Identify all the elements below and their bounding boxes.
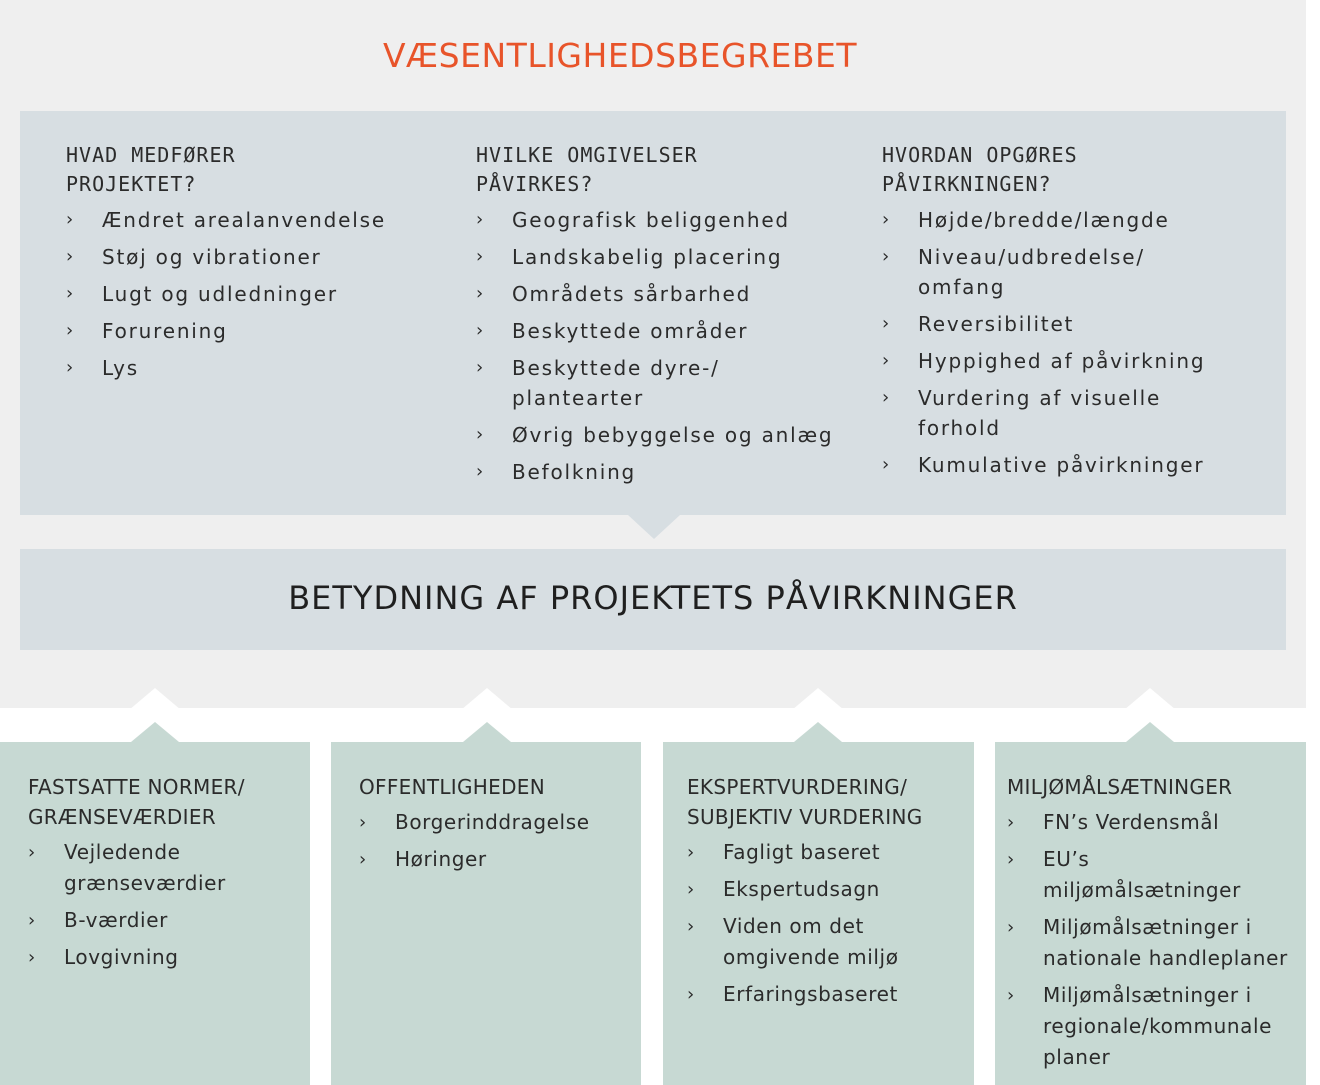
list-item-label: Landskabelig placering (512, 245, 783, 269)
list-item (66, 279, 386, 309)
chevron-right-icon: › (1007, 849, 1015, 870)
chevron-right-icon: › (66, 357, 74, 378)
list-item (28, 942, 306, 973)
bottom-panel-goals (995, 742, 1306, 1085)
chevron-right-icon: › (66, 246, 74, 267)
chevron-right-icon: › (476, 320, 484, 341)
pointer-arrow-down (628, 515, 680, 539)
pointer-arrow-up (129, 688, 181, 710)
list-item (687, 837, 970, 868)
list-item-label: Ændret arealanvendelse (102, 208, 386, 232)
list-item (476, 242, 833, 272)
chevron-right-icon: › (66, 320, 74, 341)
chevron-right-icon: › (476, 283, 484, 304)
column-heading: FASTSATTE NORMER/ GRÆNSEVÆRDIER (28, 775, 245, 829)
list-item-label: Viden om det omgivende miljø (723, 914, 899, 969)
pointer-arrow-up (792, 688, 844, 710)
list-item-label: Lys (102, 356, 139, 380)
list-item (1007, 912, 1305, 974)
list-item (359, 844, 637, 875)
list-item (1007, 807, 1305, 838)
list-item (882, 383, 1205, 443)
chevron-right-icon: › (28, 842, 36, 863)
list-item-label: Geografisk beliggenhed (512, 208, 790, 232)
chevron-right-icon: › (66, 209, 74, 230)
bottom-panel-norms (0, 742, 310, 1085)
list-item (359, 807, 637, 838)
item-list (882, 205, 1205, 480)
list-item-label: Ekspertudsagn (723, 877, 880, 901)
list-item (66, 353, 386, 383)
chevron-right-icon: › (28, 947, 36, 968)
list-item-label: Befolkning (512, 460, 637, 484)
list-item-label: Lugt og udledninger (102, 282, 338, 306)
list-item (882, 346, 1205, 376)
list-item-label: B-værdier (64, 908, 168, 932)
chevron-right-icon: › (359, 812, 367, 833)
list-item-label: Kumulative påvirkninger (918, 453, 1205, 477)
list-item-label: Borgerinddragelse (395, 810, 590, 834)
list-item-label: Erfaringsbaseret (723, 982, 898, 1006)
chevron-right-icon: › (1007, 917, 1015, 938)
chevron-right-icon: › (476, 424, 484, 445)
middle-panel (20, 549, 1286, 650)
chevron-right-icon: › (687, 879, 695, 900)
chevron-right-icon: › (476, 246, 484, 267)
list-item-label: Øvrig bebyggelse og anlæg (512, 423, 834, 447)
column-heading: OFFENTLIGHEDEN (359, 775, 545, 799)
top-column-surroundings (476, 141, 833, 494)
chevron-right-icon: › (476, 461, 484, 482)
pointer-arrow-up (463, 722, 511, 742)
list-item (882, 309, 1205, 339)
item-list (687, 837, 970, 1010)
list-item (476, 420, 833, 450)
chevron-right-icon: › (476, 209, 484, 230)
chevron-right-icon: › (476, 357, 484, 378)
column-heading: EKSPERTVURDERING/ SUBJEKTIV VURDERING (687, 775, 923, 829)
chevron-right-icon: › (882, 454, 890, 475)
list-item-label: Forurening (102, 319, 228, 343)
list-item-label: Højde/bredde/længde (918, 208, 1170, 232)
list-item (882, 242, 1205, 302)
chevron-right-icon: › (687, 916, 695, 937)
list-item-label: FN’s Verdensmål (1043, 810, 1220, 834)
list-item (882, 205, 1205, 235)
list-item-label: Reversibilitet (918, 312, 1075, 336)
pointer-arrow-up (461, 688, 513, 710)
chevron-right-icon: › (882, 209, 890, 230)
chevron-right-icon: › (882, 313, 890, 334)
list-item (66, 205, 386, 235)
chevron-right-icon: › (687, 984, 695, 1005)
column-heading: HVAD MEDFØRER PROJEKTET? (66, 143, 236, 196)
list-item (476, 316, 833, 346)
chevron-right-icon: › (1007, 985, 1015, 1006)
chevron-right-icon: › (359, 849, 367, 870)
list-item-label: Lovgivning (64, 945, 179, 969)
list-item (687, 979, 970, 1010)
pointer-arrow-up (1124, 688, 1176, 710)
list-item (882, 450, 1205, 480)
list-item (1007, 844, 1305, 906)
chevron-right-icon: › (882, 387, 890, 408)
item-list (66, 205, 386, 383)
middle-title: BETYDNING AF PROJEKTETS PÅVIRKNINGER (288, 579, 1018, 617)
list-item-label: EU’s miljømålsætninger (1043, 847, 1241, 902)
pointer-arrow-up (794, 722, 842, 742)
bottom-panel-public (331, 742, 641, 1085)
chevron-right-icon: › (1007, 812, 1015, 833)
bottom-panel-expert (663, 742, 974, 1085)
list-item-label: Vejledende grænseværdier (64, 840, 226, 895)
list-item-label: Støj og vibrationer (102, 245, 322, 269)
diagram-title: VÆSENTLIGHEDSBEGREBET (382, 36, 858, 75)
list-item (476, 353, 833, 413)
chevron-right-icon: › (882, 350, 890, 371)
list-item-label: Niveau/udbredelse/ omfang (918, 245, 1145, 299)
column-heading: HVILKE OMGIVELSER PÅVIRKES? (476, 143, 698, 196)
item-list (28, 837, 306, 973)
list-item (476, 279, 833, 309)
list-item (687, 874, 970, 905)
list-item-label: Hyppighed af påvirkning (918, 349, 1206, 373)
list-item-label: Miljømålsætninger i regionale/kommunale planer (1043, 983, 1273, 1069)
list-item (66, 242, 386, 272)
top-column-project (66, 141, 386, 390)
list-item (476, 205, 833, 235)
column-heading: HVORDAN OPGØRES PÅVIRKNINGEN? (882, 143, 1078, 196)
item-list (359, 807, 637, 875)
list-item-label: Beskyttede dyre-/ plantearter (512, 356, 720, 410)
top-column-assessment (882, 141, 1205, 487)
list-item (28, 837, 306, 899)
pointer-arrow-up (131, 722, 179, 742)
item-list (476, 205, 833, 487)
chevron-right-icon: › (66, 283, 74, 304)
list-item-label: Beskyttede områder (512, 319, 749, 343)
list-item (28, 905, 306, 936)
chevron-right-icon: › (687, 842, 695, 863)
list-item-label: Fagligt baseret (723, 840, 881, 864)
list-item (687, 911, 970, 973)
list-item (1007, 980, 1305, 1073)
list-item-label: Vurdering af visuelle forhold (918, 386, 1162, 440)
list-item-label: Høringer (395, 847, 487, 871)
column-heading: MILJØMÅLSÆTNINGER (1007, 775, 1233, 799)
list-item-label: Områdets sårbarhed (512, 282, 752, 306)
list-item (476, 457, 833, 487)
item-list (1007, 807, 1305, 1073)
list-item (66, 316, 386, 346)
list-item-label: Miljømålsætninger i nationale handleplaner (1043, 915, 1288, 970)
chevron-right-icon: › (882, 246, 890, 267)
pointer-arrow-up (1126, 722, 1174, 742)
chevron-right-icon: › (28, 910, 36, 931)
